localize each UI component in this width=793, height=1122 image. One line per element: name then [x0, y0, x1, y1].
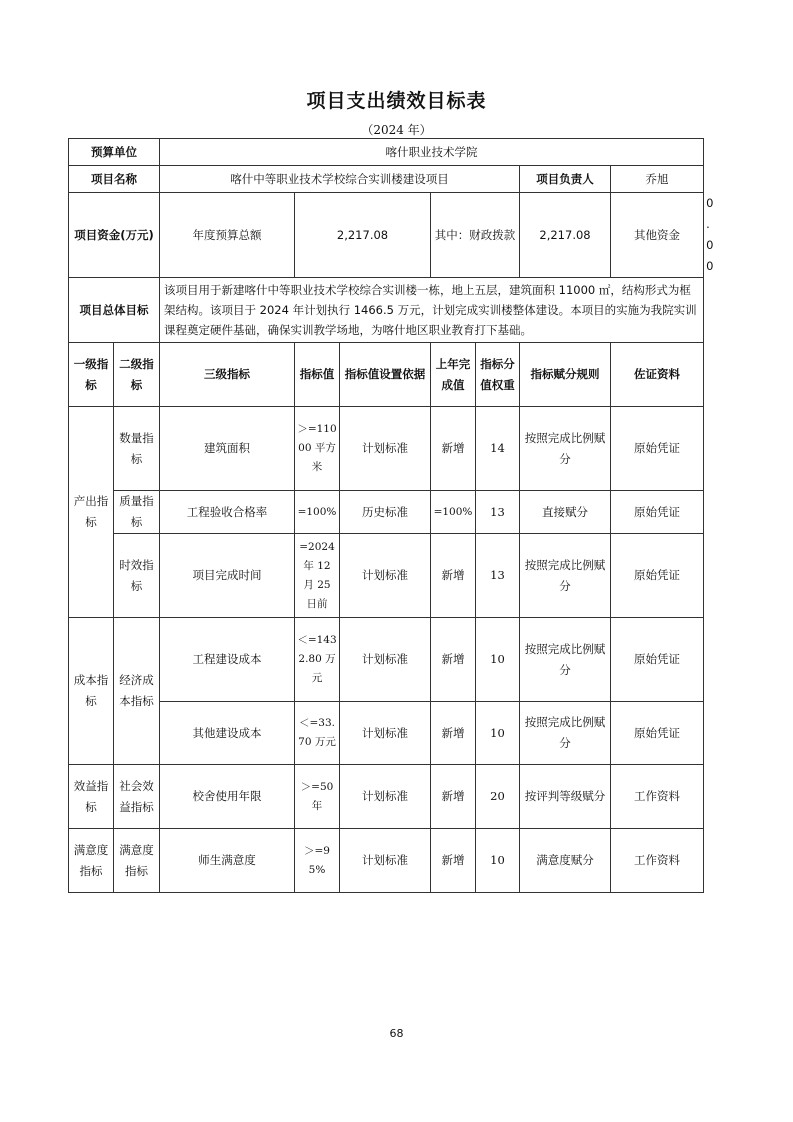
indicator-name: 师生满意度: [160, 829, 295, 893]
sub-timeliness: 时效指标: [114, 534, 160, 618]
indicator-weight: 10: [476, 702, 520, 765]
indicator-evidence: 工作资料: [611, 765, 704, 829]
indicator-evidence: 原始凭证: [611, 618, 704, 702]
annual-budget-label: 年度预算总额: [160, 193, 295, 278]
project-name-row: [69, 166, 704, 193]
other-funds-label: 其他资金: [611, 193, 704, 278]
indicator-rule: 按照完成比例赋分: [520, 407, 611, 491]
indicator-last-year: 新增: [431, 702, 476, 765]
performance-table: [68, 138, 714, 893]
table-row: [69, 702, 704, 765]
indicator-rule: 满意度赋分: [520, 829, 611, 893]
indicator-last-year: 新增: [431, 534, 476, 618]
goal-row: [69, 278, 704, 343]
indicator-rule: 按照完成比例赋分: [520, 702, 611, 765]
fund-row: 项目资金(万元) 年度预算总额 2,217.08 其中：财政拨款 2,217.08 其他资金 0.00: [69, 193, 704, 278]
goal-label: 项目总体目标: [69, 278, 160, 343]
fiscal-value: 2,217.08: [520, 193, 611, 278]
unit-value: 喀什职业技术学院: [160, 139, 704, 166]
header-evidence: 佐证资料: [611, 343, 704, 407]
indicator-last-year: 新增: [431, 407, 476, 491]
header-level1: 一级指标: [69, 343, 114, 407]
indicator-rule: 直接赋分: [520, 491, 611, 534]
leader-label: 项目负责人: [520, 166, 611, 193]
indicator-value: ＞=50 年: [295, 765, 340, 829]
indicator-basis: 历史标准: [340, 491, 431, 534]
indicator-last-year: 新增: [431, 765, 476, 829]
indicator-value: =2024 年 12 月 25 日前: [295, 534, 340, 618]
group-output: 产出指标: [69, 407, 114, 618]
indicator-basis: 计划标准: [340, 618, 431, 702]
header-value: 指标值: [295, 343, 340, 407]
indicator-weight: 10: [476, 618, 520, 702]
indicator-rule: 按照完成比例赋分: [520, 534, 611, 618]
header-level3: 三级指标: [160, 343, 295, 407]
indicator-basis: 计划标准: [340, 407, 431, 491]
indicator-name: 工程验收合格率: [160, 491, 295, 534]
indicator-value: =100%: [295, 491, 340, 534]
table-row: [69, 407, 704, 491]
indicator-basis: 计划标准: [340, 829, 431, 893]
indicator-name: 建筑面积: [160, 407, 295, 491]
table-row: [69, 491, 704, 534]
unit-row: [69, 139, 704, 166]
indicator-rule: 按照完成比例赋分: [520, 618, 611, 702]
indicator-value: ＜=1432.80 万元: [295, 618, 340, 702]
leader-value: 乔旭: [611, 166, 704, 193]
indicator-rule: 按评判等级赋分: [520, 765, 611, 829]
indicator-weight: 20: [476, 765, 520, 829]
header-row: [69, 343, 704, 407]
table-row: [69, 765, 704, 829]
sub-economic-cost: 经济成本指标: [114, 618, 160, 765]
table-row: [69, 534, 704, 618]
header-level2: 二级指标: [114, 343, 160, 407]
header-weight: 指标分值权重: [476, 343, 520, 407]
indicator-weight: 13: [476, 491, 520, 534]
sub-satisfaction: 满意度指标: [114, 829, 160, 893]
table-row: [69, 829, 704, 893]
indicator-basis: 计划标准: [340, 534, 431, 618]
header-last-year: 上年完成值: [431, 343, 476, 407]
indicator-basis: 计划标准: [340, 765, 431, 829]
indicator-last-year: 新增: [431, 618, 476, 702]
table-row: [69, 618, 704, 702]
annual-budget-value: 2,217.08: [295, 193, 431, 278]
group-satisfaction: 满意度指标: [69, 829, 114, 893]
indicator-evidence: 原始凭证: [611, 407, 704, 491]
project-name-label: 项目名称: [69, 166, 160, 193]
group-benefit: 效益指标: [69, 765, 114, 829]
project-name-value: 喀什中等职业技术学校综合实训楼建设项目: [160, 166, 520, 193]
page-title: 项目支出绩效目标表: [306, 90, 487, 112]
unit-label: 预算单位: [69, 139, 160, 166]
indicator-name: 其他建设成本: [160, 702, 295, 765]
indicator-weight: 13: [476, 534, 520, 618]
indicator-evidence: 原始凭证: [611, 534, 704, 618]
indicator-name: 项目完成时间: [160, 534, 295, 618]
indicator-evidence: 工作资料: [611, 829, 704, 893]
page-number: 68: [389, 1027, 404, 1040]
indicator-value: ＞=95%: [295, 829, 340, 893]
indicator-last-year: 新增: [431, 829, 476, 893]
goal-text: 该项目用于新建喀什中等职业技术学校综合实训楼一栋，地上五层，建筑面积 11000 ㎡，结构形式为框架结构。该项目于 2024 年计划执行 1466.5 万元，计划完成实训楼整体建设。本项目的实施为我院实训课程奠定硬件基础，确保实训教学场地，为喀什地区职业教育打下基础。: [160, 278, 704, 343]
sub-quantity: 数量指标: [114, 407, 160, 491]
indicator-basis: 计划标准: [340, 702, 431, 765]
indicator-name: 校舍使用年限: [160, 765, 295, 829]
indicator-weight: 14: [476, 407, 520, 491]
header-basis: 指标值设置依据: [340, 343, 431, 407]
group-cost: 成本指标: [69, 618, 114, 765]
indicator-evidence: 原始凭证: [611, 702, 704, 765]
sub-social-benefit: 社会效益指标: [114, 765, 160, 829]
header-rule: 指标赋分规则: [520, 343, 611, 407]
indicator-weight: 10: [476, 829, 520, 893]
indicator-last-year: =100%: [431, 491, 476, 534]
indicator-value: ＜=33.70 万元: [295, 702, 340, 765]
indicator-value: ＞=11000 平方米: [295, 407, 340, 491]
year-label: （2024 年）: [361, 123, 432, 137]
indicator-evidence: 原始凭证: [611, 491, 704, 534]
indicator-name: 工程建设成本: [160, 618, 295, 702]
sub-quality: 质量指标: [114, 491, 160, 534]
fiscal-label: 其中：财政拨款: [431, 193, 520, 278]
fund-label: 项目资金(万元): [69, 193, 160, 278]
